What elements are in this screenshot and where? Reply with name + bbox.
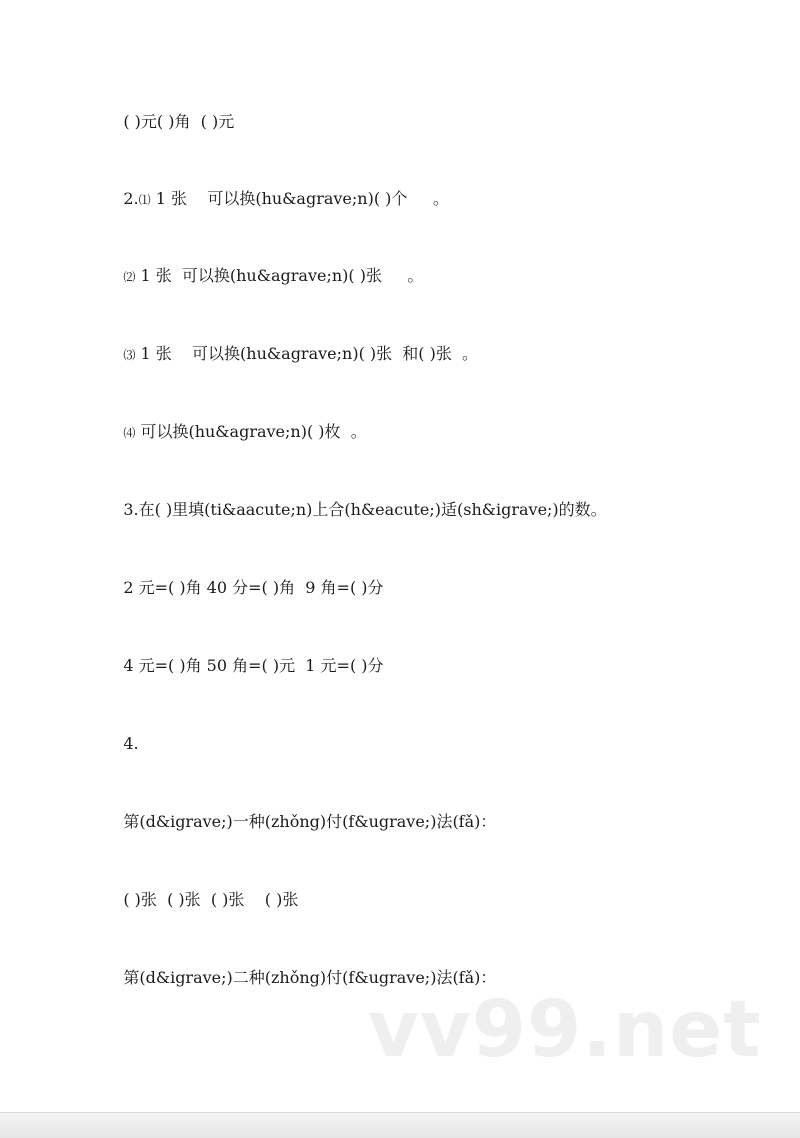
- question-number: 2.: [123, 189, 139, 208]
- bottom-bar: [0, 1112, 800, 1138]
- question-3-heading: 3.在( )里填(ti&aacute;n)上合(h&eacute;)适(sh&igrave;)的数。: [123, 500, 607, 519]
- watermark-logo: vv99.net: [368, 985, 762, 1075]
- payment-method-1-label: 第(d&igrave;)一种(zhǒng)付(f&ugrave;)法(fǎ)：: [123, 812, 497, 831]
- question-2-item-1: 2.⑴ 1 张 可以换(hu&agrave;n)( )个 。: [123, 189, 449, 208]
- item-number: ⑷: [123, 426, 136, 440]
- question-4-heading: 4.: [123, 734, 139, 753]
- question-2-item-2: ⑵ 1 张 可以换(hu&agrave;n)( )张 。: [123, 266, 424, 285]
- question-3-row-2: 4 元=( )角 50 角=( )元 1 元=( )分: [123, 656, 384, 675]
- payment-method-2-label: 第(d&igrave;)二种(zhǒng)付(f&ugrave;)法(fǎ)：: [123, 968, 497, 987]
- item-number: ⑵: [123, 270, 136, 284]
- question-2-item-4: ⑷ 可以换(hu&agrave;n)( )枚 。: [123, 422, 367, 441]
- payment-method-1-answer: ( )张 ( )张 ( )张 ( )张: [123, 890, 299, 909]
- question-3-row-1: 2 元=( )角 40 分=( )角 9 角=( )分: [123, 578, 384, 597]
- question-2-item-3: ⑶ 1 张 可以换(hu&agrave;n)( )张 和( )张 。: [123, 344, 479, 363]
- item-number: ⑶: [123, 348, 136, 362]
- item-number: ⑴: [138, 193, 151, 207]
- answer-line-yuan-jiao: ( )元( )角 ( )元: [123, 112, 235, 131]
